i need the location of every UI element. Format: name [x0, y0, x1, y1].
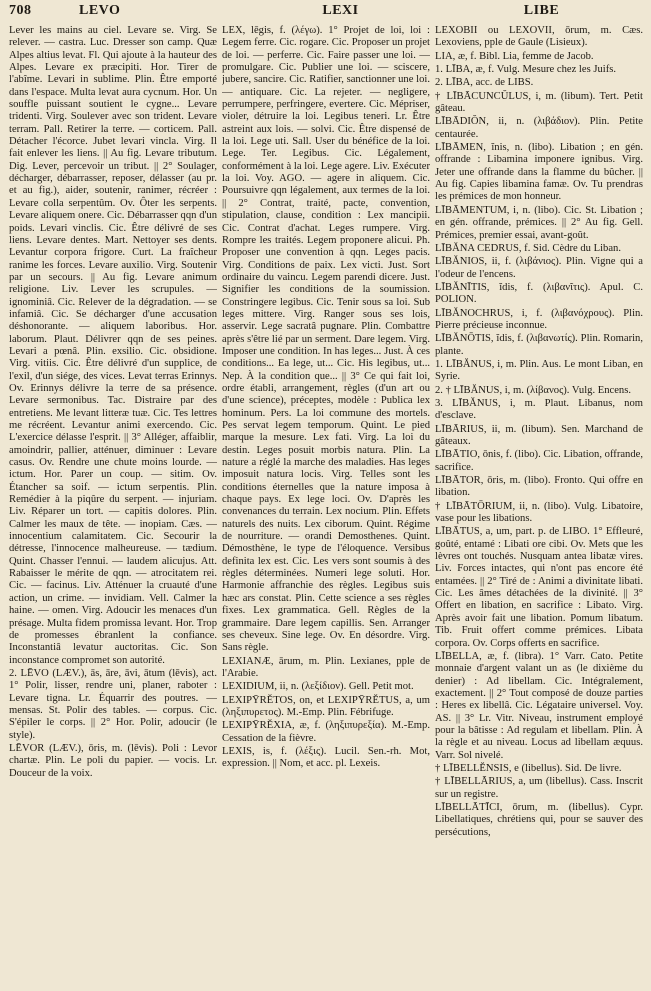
entry-lexipyrexia: LEXIPȲRĔXIA, æ, f. (ληξιπυρεξία). M.-Emp. Cessation de la fièvre.	[222, 720, 430, 744]
column-2	[222, 25, 430, 987]
guide-word-right: LIBE	[523, 3, 560, 18]
entry-libamentum: LĪBĀMENTUM, i, n. (libo). Cic. St. Libation ; en gén. offrande, prémices. || 2° Au fig. Gell. Prémices, premier essai, avant-goût.	[435, 204, 643, 241]
guide-word-center: LEXI	[322, 3, 359, 18]
entry-libator: LĪBĀTOR, ōris, m. (libo). Fronto. Qui offre en libation.	[435, 475, 643, 499]
text-columns	[9, 25, 642, 987]
entry-libana-cedrus: LĪBĂNA CEDRUS, f. Sid. Cèdre du Liban.	[435, 242, 621, 254]
entry-levo-1-cont: Lever les mains au ciel. Levare se. Virg. Se relever. — castra. Luc. Dresser son camp. Quæ Alpes altius levat. Fl. Qui ajoute à la hauteur des Alpes. Levare ex præcipiti. Hor. Tirer de l'abîme. Levari in sublime. Plin. Être emporté dans l'espace. Multa levat aura cycnum. Hor. Un souffle puissant soutient le cygne... Levare tridenti. Virg. Soulever avec son trident. Levare terram. Pall. Retirer la terre. — corticem. Pall. Détacher l'écorce. Jubet levari vincla. Virg. Il fait enlever les liens. || Au fig. Levare tributum. Dig. Lever, percevoir un tribut. || 2° Soulager, décharger, débarrasser, reposer, délasser (au pr. et au fig.), aider, soutenir, ranimer, récréer : Levare colla serpentûm. Ov. Ôter les serpents. Levare aliquem onere. Cic. Débarrasser qqn d'un poids. Levari vinclis. Cic. Être délivré de ses liens. Levare dentes. Mart. Nettoyer ses dents. Levantur corpora frigore. Curt. La fraîcheur ranime les forces. Levare auxilio. Virg. Soutenir par un secours. || Au fig. Levare animum religione. Liv. Lever les scrupules. — ignominiâ. Cic. Relever de la dégradation. — se infamiâ. Cic. Se décharger d'une accusation déshonorante. — aliquem laboribus. Hor. laborum. Plaut. Délivrer qqn de ses peines. Levari a pœnâ. Plin. exsilio. Cic. obsidione. Virg. vitiis. Cic. Être délivré d'un supplice, de l'exil, d'un siége, des vices. Levat terras Erinnys. Ov. Erinnys délivre la terre de sa présence. Levare sermonibus. Tac. Distraire par des entretiens. Me levant litteræ tuæ. Cic. Tes lettres me récréent. Levantur animi exercendo. Cic. L'exercice délasse l'esprit. || 3° Alléger, affaiblir, amoindrir, pallier, atténuer, diminuer : Levare casus. Ov. Rendre une chute moins lourde. — ictum. Hor. Parer un coup. — sitim. Ov. Étancher sa soif. — ictum serpentis. Plin. Remédier à la piqûre du serpent. — injuriam. Liv. Réparer un tort. — capitis dolores. Plin. Calmer les maux de tête. — inopiam. Cæs. — innocentium calamitatem. Cic. Secourir la détresse, l'innocence malheureuse. — tædium. Quint. Chasser l'ennui. — laudem alicujus. Att. Rabaisser le mérite de qqn. — atrocitatem rei. Cic. — facinus. Liv. Atténuer la cruauté d'une action, un crime. — invidiam. Vell. Calmer la haine. — omen. Virg. Adoucir les menaces d'un présage. Multa fidem promissa levant. Hor. Trop de promesses ébranlent la confiance. Inconstantiâ levatur auctoritas. Cic. Son inconstance compromet son autorité.	[9, 25, 217, 666]
column-3	[435, 25, 643, 987]
guide-word-left: LEVO	[79, 3, 121, 18]
entry-lexis: LEXIS, is, f. (λέξις). Lucil. Sen.-rh. Mot, expression. || Nom, et acc. pl. Lexeis.	[222, 745, 430, 770]
entry-libanochrus: LĪBĂNOCHRUS, i, f. (λιβανόχρους). Plin. Pierre précieuse inconnue.	[435, 307, 643, 331]
entry-libamen: LĪBĀMEN, ĭnis, n. (libo). Libation ; en gén. offrande : Libamina imponere ignibus. Virg. Jeter une offrande dans la flamme du bûcher. || Au fig. Capies libamina famæ. Ov. Tu prendras les prémices de mon honneur.	[435, 142, 643, 203]
entry-libanitis: LĪBĂNĪTIS, ĭdis, f. (λιβανῖτις). Apul. C. POLION.	[435, 281, 643, 306]
entry-libanus-3: 3. LĪBĂNUS, i, m. Plaut. Libanus, nom d'esclave.	[435, 397, 643, 422]
entry-libellarius: † LĪBELLĀRIUS, a, um (libellus). Cass. Inscrit sur un registre.	[435, 776, 643, 800]
entry-lia: LIA, æ, f. Bibl. Lia, femme de Jacob.	[435, 50, 594, 62]
entry-libadion: LĪBĀDIŎN, ii, n. (λιβάδιον). Plin. Petite centaurée.	[435, 116, 643, 140]
entry-libatio: LĪBĀTIO, ōnis, f. (libo). Cic. Libation, offrande, sacrifice.	[435, 449, 643, 473]
entry-liba-2: 2. LĪBA, acc. de LIBS.	[435, 77, 534, 89]
entry-libanotis: LĪBĂNŌTIS, ĭdis, f. (λιβανωτίς). Plin. Romarin, plante.	[435, 333, 643, 357]
entry-lexobii: LEXOBII ou LEXOVII, ōrum, m. Cæs. Lexoviens, pple de Gaule (Lisieux).	[435, 25, 643, 49]
entry-libella: LĪBELLA, æ, f. (libra). 1° Varr. Cato. Petite monnaie d'argent valant un as (le dixième du denier) : Ad libellam. Cic. Intégralement, exactement. || 2° Tout composé de douze parties : Heres ex libellâ. Cic. Légataire universel. Voy. AS. || 3° Lr. Vitr. Niveau, instrument employé pour la bâtisse : Ad regulam et libellam. Plin. À la règle et au niveau. Locus ad libellam æquus. Varr. Sol nivelé.	[435, 650, 643, 761]
entry-levor: LĒVOR (LÆV.), ōris, m. (lēvis). Poli : Levor chartæ. Plin. Le poli du papier. — vocis. Lr. Douceur de la voix.	[9, 742, 217, 779]
entry-libatorium: † LĪBĀTŌRIUM, ii, n. (libo). Vulg. Libatoire, vase pour les libations.	[435, 500, 643, 525]
entry-libatus: LĪBĀTUS, a, um, part. p. de LIBO. 1° Effleuré, goûté, entamé : Libati ore cibi. Ov. Mets que les lèvres ont touchés. Nusquam antea libatæ vires. Liv. Forces intactes, qui n'ont pas encore été entamées. || 2° Tiré de : Animi a divinitate libati. Cic. Les âmes détachées de la divinité. || 3° Offert en libation, en sacrifice : Libato. Virg. Après avoir fait une libation. Pomum libatum. Tib. Fruit offert comme prémices. Libata corpora. Ov. Corps offerts en sacrifice.	[435, 526, 643, 649]
entry-libellensis: † LĪBELLĔNSIS, e (libellus). Sid. De livre.	[435, 762, 622, 774]
page-number: 708	[9, 3, 32, 18]
entry-lexianae: LEXIANÆ, ārum, m. Plin. Lexianes, pple de l'Arabie.	[222, 655, 430, 679]
entry-lex: LEX, lēgis, f. (λέγω). 1° Projet de loi, loi : Legem ferre. Cic. rogare. Cic. Proposer un projet de loi. — perferre. Cic. Faire passer une loi. — promulgare. Cic. Publier une loi. — sciscere, jubere, sancire. Cic. Ratifier, sanctionner une loi. — antiquare. Cic. La rejeter. — negligere, perrumpere, perfringere, everterе. Cic. Mépriser, violer, détruire la loi. Legibus teneri. Lr. Être astreint aux lois. — solvi. Cic. Être dispensé de la loi. Lege uti. Sall. User du bénéfice de la loi. Lege. Ter. Legibus. Cic. Légalement, conformément à la loi. Lege agere. Liv. Exécuter la loi. Voy. AGO. — agere in aliquem. Cic. Poursuivre qqn légalement, aux termes de la loi. || 2° Contrat, traité, pacte, convention, stipulation, clause, condition : Lex mancipii. Cic. Contrat d'achat. Leges rumpere. Virg. Rompre les traités. Legem proponere alicui. Ph. Proposer une convention à qqn. Leges pacis. Virg. Conditions de paix. Lex victi. Just. Sort ordinaire du vaincu. Legem parendi dicere. Just. Signifier les conditions de la soumission. Constringere legibus. Cic. Tenir sous sa loi. Sub leges mittere. Virg. Ranger sous ses lois, asservir. Lege sacratâ pugnare. Plin. Combattre après s'être lié par un serment. Dare legem. Virg. Imposer une condition. In has leges... Just. À ces conditions... Ea lege, ut... Cic. His legibus, ut... Nep. À la condition que... || 3° Ce qui fait loi, ordre établi, arrangement, règles (d'un art ou d'une science), préceptes, modèle : Publica lex hominum. Pers. La loi commune des mortels. Pes servat legem temporum. Quint. Le pied marque la mesure. Lex fati. Virg. La loi du destin. Leges posuit morbis natura. Plin. La nature a réglé la marche des maladies. Has leges imposuit natura locis. Virg. Telles sont les conditions éternelles que la nature imposa à chaque pays. Ex lege loci. Ov. D'après les convenances du terrain. Lex nocium. Plin. Effets naturels des nuits. Lex ciborum. Quint. Régime de nourriture. — orandi Demosthenes. Quint. Démosthène, le type de l'éloquence. Versibus definita lex est. Cic. Les vers sont soumis à des règles déterminées. Numeri lege soluti. Hor. Harmonie affranchie des règles. Legibus suis hæc ars constat. Plin. Cette science a ses règles fixes. Lex grammatica. Gell. Règles de la grammaire. Dare legem capillis. Sen. Arranger ses cheveux. Sine lege. Ov. En désordre. Virg. Sans règle.	[222, 25, 430, 654]
entry-lexidium: LEXIDIUM, ii, n. (λεξίδιον). Gell. Petit mot.	[222, 681, 414, 693]
entry-libarius: LĪBĀRIUS, ii, m. (libum). Sen. Marchand de gâteaux.	[435, 423, 643, 447]
entry-levo-2: 2. LĒVO (LÆV.), ās, āre, āvi, ātum (lēvis), act. 1° Polir, lisser, rendre uni, planer, raboter : Levare tigna. Lr. Équarrir des poutres. — mensas. St. Polir des tables. — corpus. Cic. S'épiler le corps. || 2° Hor. Polir, adoucir (le style).	[9, 667, 217, 741]
entry-libellatici: LĪBELLĀTĪCI, ōrum, m. (libellus). Cypr. Libellatiques, chrétiens qui, pour se sauver des persécutions,	[435, 801, 643, 838]
entry-libacunculus: † LĪBĀCUNCŬLUS, i, m. (libum). Tert. Petit gâteau.	[435, 90, 643, 115]
entry-liba-1: 1. LĪBA, æ, f. Vulg. Mesure chez les Juifs.	[435, 64, 616, 76]
column-1	[9, 25, 217, 987]
entry-libanus-2: 2. † LĪBĂNUS, i, m. (λίβανος). Vulg. Encens.	[435, 384, 631, 396]
entry-libanus-1: 1. LĪBĂNUS, i, m. Plin. Aus. Le mont Liban, en Syrie.	[435, 358, 643, 383]
entry-libanios: LĪBĂNIOS, ii, f. (λιβάνιος). Plin. Vigne qui a l'odeur de l'encens.	[435, 256, 643, 280]
running-header	[9, 3, 642, 23]
entry-lexipyretos: LEXIPȲRĔTOS, on, et LEXIPȲRĔTUS, a, um (ληξιπυρετος). M.-Emp. Plin. Fébrifuge.	[222, 694, 430, 718]
